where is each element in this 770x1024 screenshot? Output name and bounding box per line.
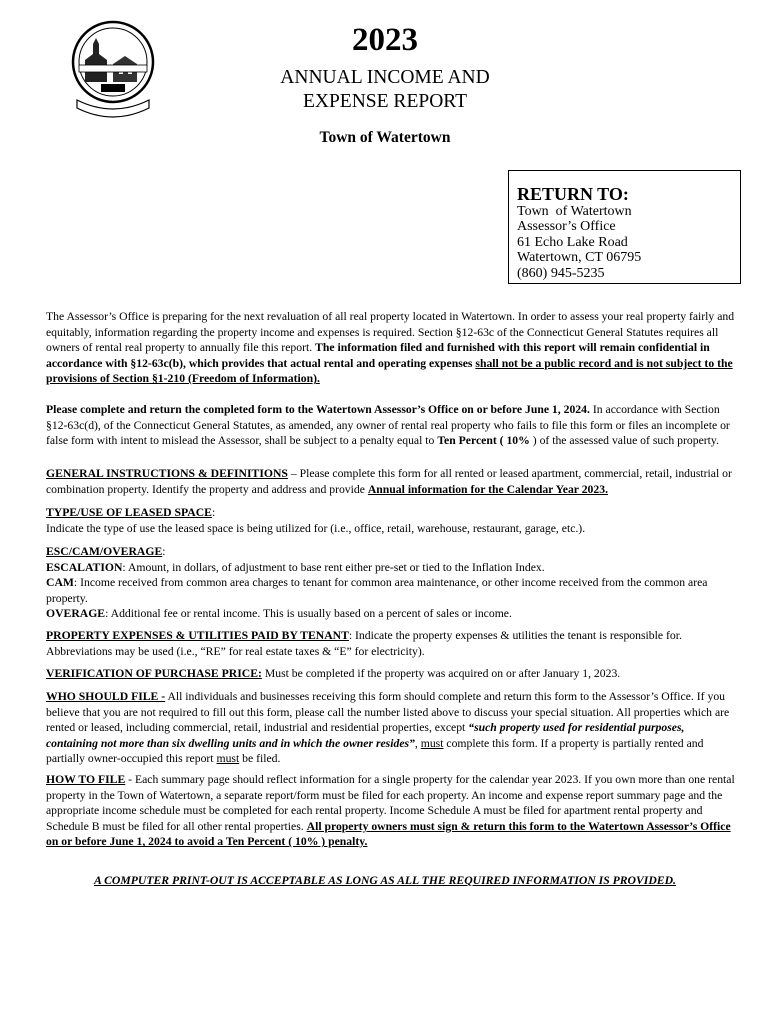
return-address-box [508,170,741,284]
report-title-line1: ANNUAL INCOME AND [280,67,490,88]
property-expenses-section: PROPERTY EXPENSES & UTILITIES PAID BY TENANT: Indicate the property expenses & utilities the tenant is responsible for. Abbreviations may be used (i.e., “RE” for real estate taxes & “E” for electricity). [46,629,682,658]
return-heading: RETURN TO: [517,184,629,204]
report-title-line2: EXPENSE REPORT [302,91,468,112]
return-line-phone: (860) 945-5235 [517,265,605,281]
who-should-file-section: WHO SHOULD FILE - All individuals and businesses receiving this form should complete and return this form to the Assessor’s Office. If you believe that you are not required to fill out this form, please call the number listed above to discuss your special situation. All properties which are rented or leased, including commercial, retail, industrial and residential properties, except “such property used for residential purposes, containing not more than six dwelling units and in which the owner resides”, must complete this form. If a property is partially rented and partially owner-occupied this report must be filed. [46,690,730,766]
verification-section: VERIFICATION OF PURCHASE PRICE: Must be completed if the property was acquired on or after January 1, 2023. [46,667,621,680]
town-name: Town of Watertown [319,129,451,146]
return-line-city: Watertown, CT 06795 [517,250,642,266]
return-line-office: Assessor’s Office [517,219,616,235]
printout-notice: A COMPUTER PRINT-OUT IS ACCEPTABLE AS LONG AS ALL THE REQUIRED INFORMATION IS PROVIDED. [94,874,676,887]
intro-paragraph: The Assessor’s Office is preparing for the next revaluation of all real property located in Watertown. In order to assess your real property fairly and equitably, information regarding the property income and expenses is required. Section §12-63c of the Connecticut General Statutes requires all owners of rental real property to annually file this report. The information filed and furnished with this report will remain confidential in accordance with §12-63c(b), which provides that actual rental and operating expenses shall not be a public record and is not subject to the provisions of Section §1-210 (Freedom of Information). [46,310,735,386]
how-to-file-section: HOW TO FILE - Each summary page should reflect information for a single property for the calendar year 2023. If you own more than one rental property in the Town of Watertown, a separate report/form must be filed for each property. An income and expense report summary page and the appropriate income schedule must be completed for each rental property. Income Schedule A must be filed for apartment rental property and Schedule B must be filed for all other rental properties. All property owners must sign & return this form to the Watertown Assessor’s Office on or before June 1, 2024 to avoid a Ten Percent ( 10% ) penalty. [46,773,735,849]
type-use-section: TYPE/USE OF LEASED SPACE: Indicate the type of use the leased space is being utilized for (i.e., office, retail, warehouse, restaurant, garage, etc.). [46,506,586,535]
deadline-paragraph: Please complete and return the completed form to the Watertown Assessor’s Office on or before June 1, 2024. In accordance with Section §12-63c(d), of the Connecticut General Statutes, as amended, any owner of rental real property who fails to file this form or files an incomplete or false form with intent to mislead the Assessor, shall be subject to a penalty equal to Ten Percent ( 10% ) of the assessed value of such property. [46,403,730,448]
return-line-street: 61 Echo Lake Road [517,234,628,250]
return-line-town: Town of Watertown [517,204,632,219]
general-instructions: GENERAL INSTRUCTIONS & DEFINITIONS – Please complete this form for all rented or leased apartment, commercial, retail, industrial or combination property. Identify the property and address and provide Annual information for the Calendar Year 2023. [46,467,732,496]
esc-cam-overage-section: ESC/CAM/OVERAGE: ESCALATION: Amount, in dollars, of adjustment to base rent either pre-set or tied to the Inflation Index. CAM: Income received from common area charges to tenant for common area maintenance, or other income received from the common area property. OVERAGE: Additional fee or rental income. This is usually based on a percent of sales or income. [46,545,708,621]
report-year: 2023 [352,22,418,58]
